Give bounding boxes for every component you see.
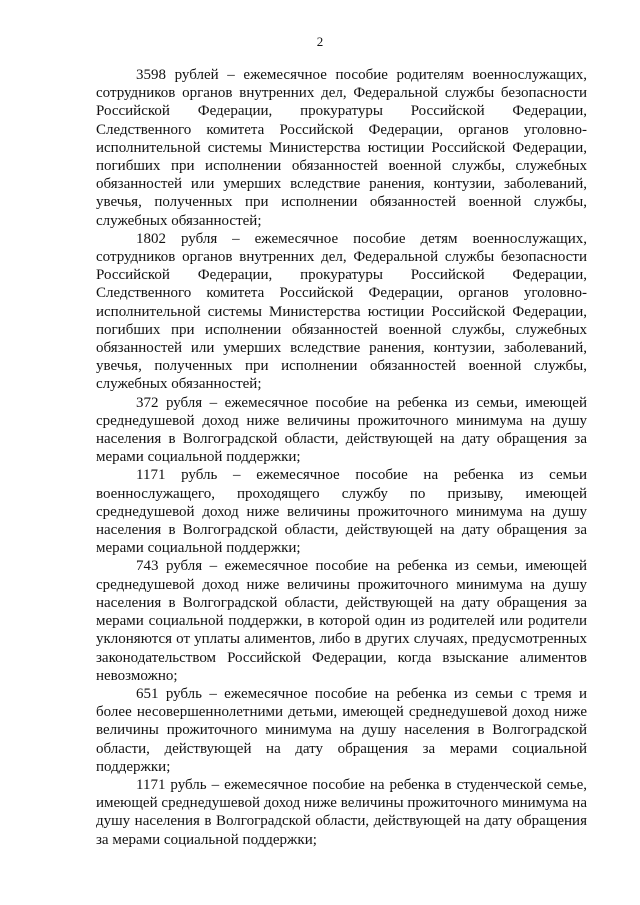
benefit-paragraph-1: 3598 рублей – ежемесячное пособие родителям военнослужащих, сотрудников органов внутренних дел, Федеральной службы безопасности Российской Федерации, прокуратуры Российской Федерации, Следственного комитета Российской Федерации, органов уголовно-исполнительной системы Министерства юстиции Российской Федерации, погибших при исполнении обязанностей военной службы, служебных обязанностей или умерших вследствие ранения, контузии, заболеваний, увечья, полученных при исполнении обязанностей военной службы, служебных обязанностей;	[96, 67, 587, 229]
page-number: 2	[316, 34, 324, 49]
benefit-paragraph-5: 743 рубля – ежемесячное пособие на ребенка из семьи, имеющей среднедушевой доход ниже величины прожиточного минимума на душу населения в Волгоградской области, действующей на дату обращения за мерами социальной поддержки, в которой один из родителей или родители уклоняются от уплаты алиментов, либо в других случаях, предусмотренных законодательством Российской Федерации, когда взыскание алиментов невозможно;	[96, 558, 587, 684]
benefit-paragraph-7: 1171 рубль – ежемесячное пособие на ребенка в студенческой семье, имеющей среднедушевой доход ниже величины прожиточного минимума на душу населения в Волгоградской области, действующей на дату обращения за мерами социальной поддержки;	[96, 776, 587, 848]
benefit-paragraph-4: 1171 рубль – ежемесячное пособие на ребенка из семьи военнослужащего, проходящего службу по призыву, имеющей среднедушевой доход ниже величины прожиточного минимума на душу населения в Волгоградской области, действующей на дату обращения за мерами социальной поддержки;	[96, 467, 587, 557]
benefit-paragraph-3: 372 рубля – ежемесячное пособие на ребенка из семьи, имеющей среднедушевой доход ниже величины прожиточного минимума на душу населения в Волгоградской области, действующей на дату обращения за мерами социальной поддержки;	[96, 394, 587, 466]
benefit-paragraph-2: 1802 рубля – ежемесячное пособие детям военнослужащих, сотрудников органов внутренних дел, Федеральной службы безопасности Российской Федерации, прокуратуры Российской Федерации, Следственного комитета Российской Федерации, органов уголовно-исполнительной системы Министерства юстиции Российской Федерации, погибших при исполнении обязанностей военной службы, служебных обязанностей или умерших вследствие ранения, контузии, заболеваний, увечья, полученных при исполнении обязанностей военной службы, служебных обязанностей;	[96, 230, 587, 393]
document-body	[96, 66, 587, 849]
benefit-paragraph-6: 651 рубль – ежемесячное пособие на ребенка из семьи с тремя и более несовершеннолетними детьми, имеющей среднедушевой доход ниже величины прожиточного минимума на душу населения в Волгоградской области, действующей на дату обращения за мерами социальной поддержки;	[96, 685, 587, 775]
